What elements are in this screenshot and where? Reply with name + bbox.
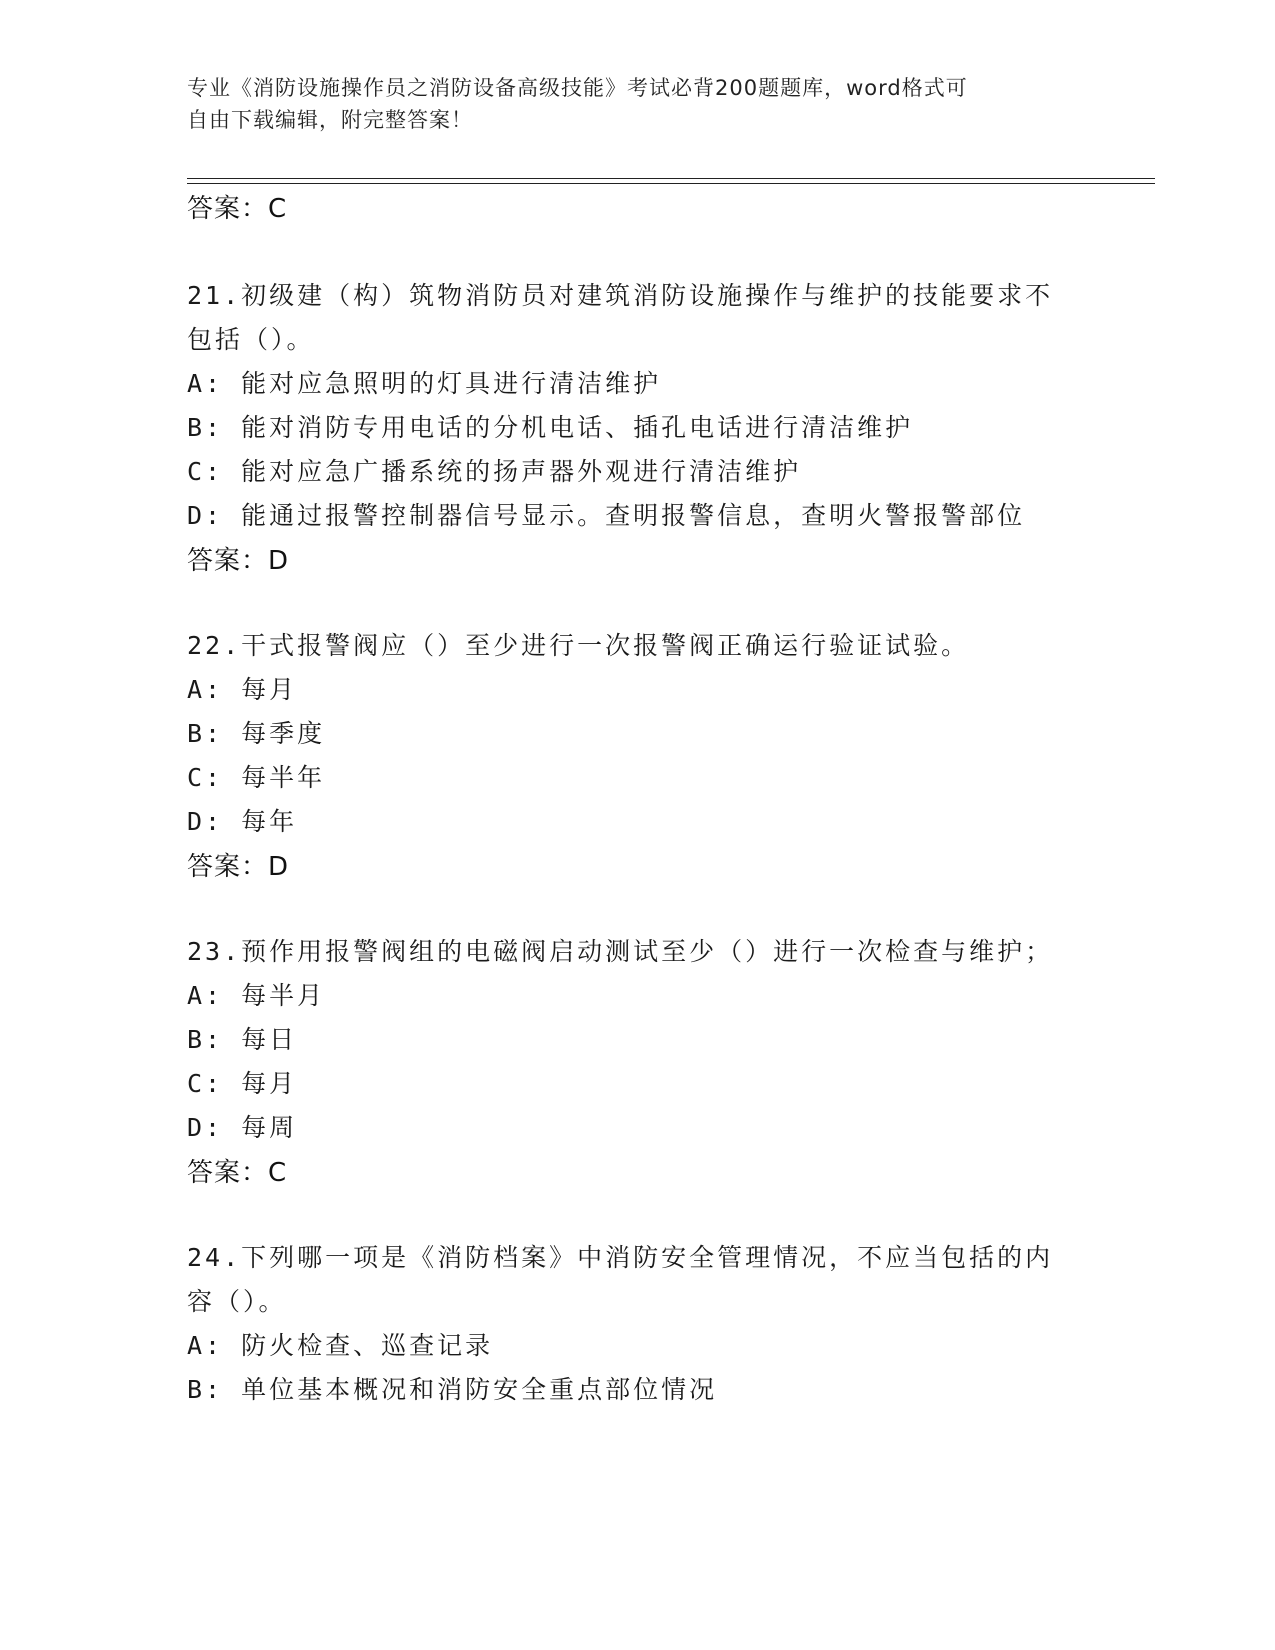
question-24-option-b: B: 单位基本概况和消防安全重点部位情况 (187, 1375, 718, 1404)
question-23-option-c: C: 每月 (187, 1069, 298, 1098)
question-22-stem: 22.干式报警阀应（）至少进行一次报警阀正确运行验证试验。 (187, 631, 970, 660)
question-21-option-b: B: 能对消防专用电话的分机电话、插孔电话进行清洁维护 (187, 413, 914, 442)
answer-previous: 答案：C (187, 194, 288, 224)
question-22-option-d: D: 每年 (187, 807, 298, 836)
question-21-answer: 答案：D (187, 546, 290, 576)
question-21-option-d: D: 能通过报警控制器信号显示。查明报警信息，查明火警报警部位 (187, 501, 1026, 530)
question-24-stem-line-2: 容（）。 (187, 1287, 287, 1316)
question-22-option-b: B: 每季度 (187, 719, 326, 748)
question-23-option-d: D: 每周 (187, 1113, 298, 1142)
question-23-option-b: B: 每日 (187, 1025, 298, 1054)
header-divider-top (187, 178, 1155, 179)
header-line-1: 专业《消防设施操作员之消防设备高级技能》考试必背200题题库，word格式可 (187, 76, 968, 100)
question-24-option-a: A: 防火检查、巡查记录 (187, 1331, 494, 1360)
header-line-2: 自由下载编辑，附完整答案！ (187, 108, 473, 132)
question-22-option-c: C: 每半年 (187, 763, 326, 792)
header-divider-bottom (187, 183, 1155, 184)
question-23-option-a: A: 每半月 (187, 981, 326, 1010)
document-header (187, 72, 1067, 136)
question-23-answer: 答案：C (187, 1158, 288, 1188)
question-23-stem: 23.预作用报警阀组的电磁阀启动测试至少（）进行一次检查与维护； (187, 937, 1054, 966)
question-21-stem-line-1: 21.初级建（构）筑物消防员对建筑消防设施操作与维护的技能要求不 (187, 281, 1054, 310)
question-22-answer: 答案：D (187, 852, 290, 882)
question-24-stem-line-1: 24.下列哪一项是《消防档案》中消防安全管理情况，不应当包括的内 (187, 1243, 1054, 1272)
question-21-option-c: C: 能对应急广播系统的扬声器外观进行清洁维护 (187, 457, 802, 486)
question-21-option-a: A: 能对应急照明的灯具进行清洁维护 (187, 369, 662, 398)
question-21-stem-line-2: 包括（）。 (187, 325, 315, 354)
question-22-option-a: A: 每月 (187, 675, 298, 704)
